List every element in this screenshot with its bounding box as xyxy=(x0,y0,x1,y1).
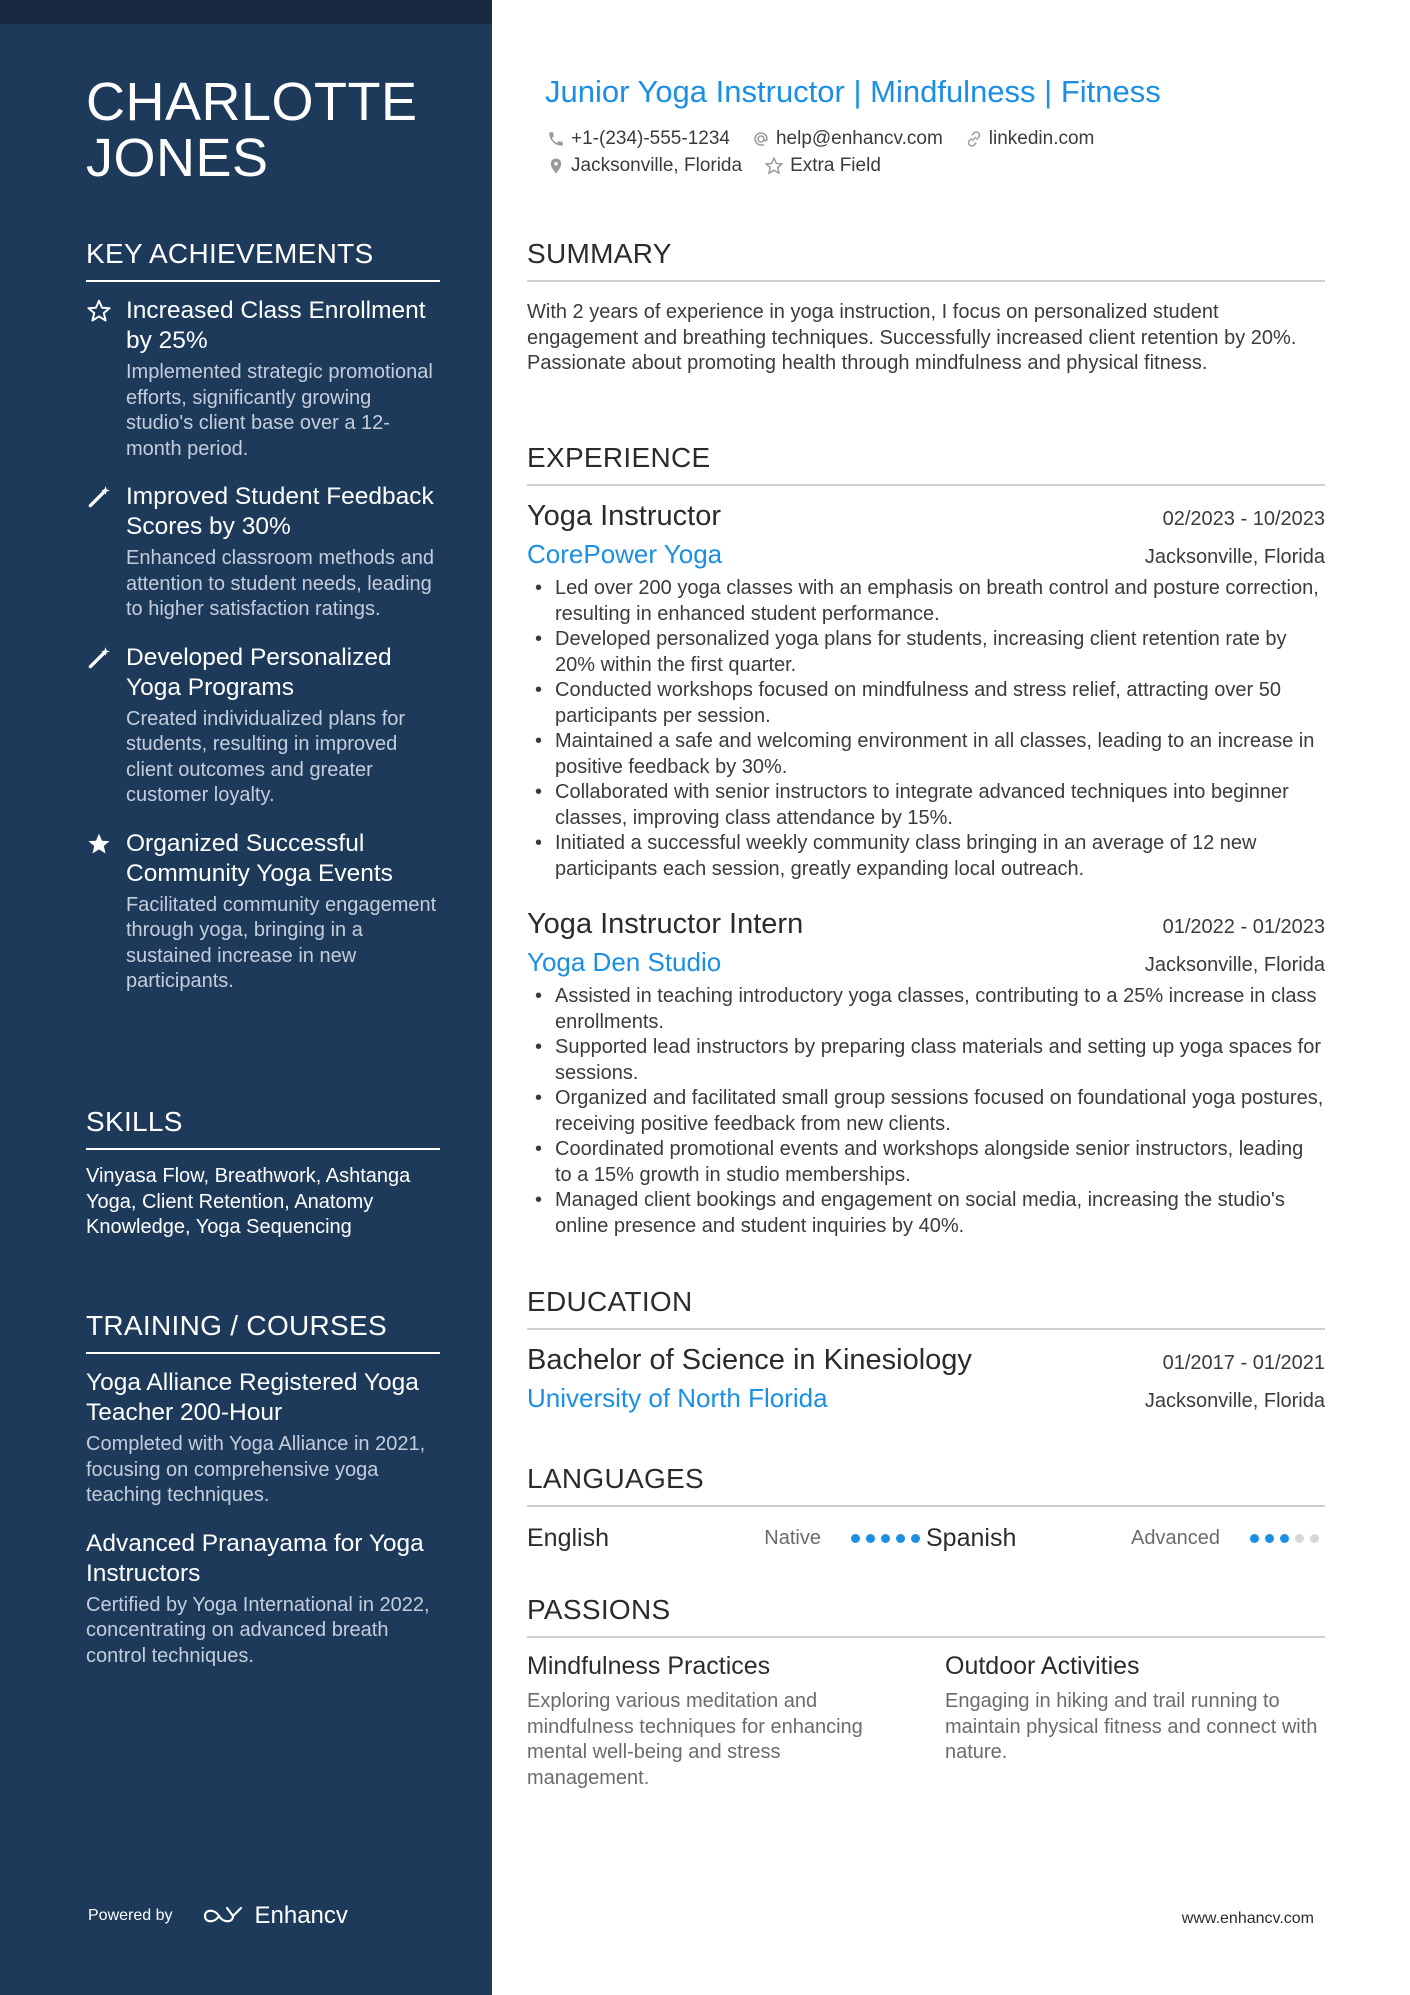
course-title: Yoga Alliance Registered Yoga Teacher 200-Hour xyxy=(86,1369,419,1426)
education-item xyxy=(527,1344,1325,1414)
passion-desc: Engaging in hiking and trail running to maintain physical fitness and connect with nature. xyxy=(945,1690,1318,1763)
contact-location xyxy=(547,155,742,177)
achievement-desc: Facilitated community engagement through yoga, bringing in a sustained increase in new participants. xyxy=(126,893,437,992)
languages-row xyxy=(527,1524,1325,1553)
passion-desc: Exploring various meditation and mindfulness techniques for enhancing mental well-being and stress management. xyxy=(527,1690,863,1789)
job-bullet: • Supported lead instructors by preparing class materials and setting up yoga spaces for sessions. xyxy=(527,1035,1325,1086)
achievement-item xyxy=(86,296,440,462)
location-text: Jacksonville, Florida xyxy=(571,155,743,176)
sidebar xyxy=(0,0,492,1995)
job-bullet: • Assisted in teaching introductory yoga classes, contributing to a 25% increase in class enrollments. xyxy=(527,984,1325,1035)
rating-dot-filled xyxy=(911,1534,920,1543)
job-bullet: • Initiated a successful weekly community class bringing in an average of 12 new participants each session, greatly expanding local outreach. xyxy=(527,831,1325,882)
rating-dot-filled xyxy=(1280,1534,1289,1543)
star-outline-icon xyxy=(764,156,784,176)
at-icon xyxy=(752,130,770,148)
contact-row-1 xyxy=(547,128,1116,150)
achievement-title: Organized Successful Community Yoga Events xyxy=(126,829,393,887)
job-bullets xyxy=(527,576,1325,882)
passion-item xyxy=(945,1652,1325,1766)
passion-title: Mindfulness Practices xyxy=(527,1652,771,1680)
linkedin-text: linkedin.com xyxy=(988,128,1095,149)
job-item xyxy=(527,500,1325,882)
course-desc: Completed with Yoga Alliance in 2021, focusing on comprehensive yoga teaching techniques. xyxy=(86,1433,426,1506)
job-date: 02/2023 - 10/2023 xyxy=(1162,508,1325,530)
job-bullet: • Collaborated with senior instructors to integrate advanced techniques into beginner classes, improving class attendance by 15%. xyxy=(527,780,1325,831)
summary-text: With 2 years of experience in yoga instruction, I focus on personalized student engagement and breathing techniques. Successfully increased client retention by 20%. Passionate about promoting health through mindfulness and physical fitness. xyxy=(527,301,1297,374)
first-name: CHARLOTTE xyxy=(86,72,418,132)
job-bullets xyxy=(527,984,1325,1239)
email-text: help@enhancv.com xyxy=(775,128,943,149)
magic-wand-icon xyxy=(86,484,112,510)
job-bullet: • Organized and facilitated small group sessions focused on foundational yoga postures, receiving positive feedback from new clients. xyxy=(527,1086,1325,1137)
training-title: TRAINING / COURSES xyxy=(86,1310,440,1354)
language-rating xyxy=(851,1534,926,1543)
passion-title: Outdoor Activities xyxy=(945,1652,1140,1680)
last-name: JONES xyxy=(86,128,269,188)
job-bullet: • Coordinated promotional events and workshops alongside senior instructors, leading to a 15% growth in studio memberships. xyxy=(527,1137,1325,1188)
job-bullet: • Led over 200 yoga classes with an emphasis on breath control and posture correction, resulting in enhanced student performance. xyxy=(527,576,1325,627)
rating-dot-filled xyxy=(881,1534,890,1543)
languages-title: LANGUAGES xyxy=(527,1463,1325,1507)
enhancv-logo-icon xyxy=(201,1904,247,1928)
education-location: Jacksonville, Florida xyxy=(1144,1390,1325,1412)
achievement-item xyxy=(86,643,440,809)
education-date: 01/2017 - 01/2021 xyxy=(1162,1352,1325,1374)
rating-dot-filled xyxy=(1250,1534,1259,1543)
skills-list: Vinyasa Flow, Breathwork, Ashtanga Yoga, Client Retention, Anatomy Knowledge, Yoga Sequencing xyxy=(86,1165,411,1238)
phone-text: +1-(234)-555-1234 xyxy=(571,128,730,149)
language-item xyxy=(527,1524,926,1553)
star-filled-icon xyxy=(86,831,112,857)
summary-title: SUMMARY xyxy=(527,238,1325,282)
achievement-desc: Implemented strategic promotional efforts, significantly growing studio's client base over a 12-month period. xyxy=(126,361,433,460)
rating-dot-filled xyxy=(851,1534,860,1543)
skills-section xyxy=(86,1106,440,1241)
passions-title: PASSIONS xyxy=(527,1594,1325,1638)
achievement-title: Improved Student Feedback Scores by 30% xyxy=(126,483,434,540)
skills-title: SKILLS xyxy=(86,1106,440,1150)
achievement-item xyxy=(86,829,440,995)
achievement-title: Increased Class Enrollment by 25% xyxy=(126,297,426,354)
education-title: EDUCATION xyxy=(527,1286,1325,1330)
enhancv-logo[interactable] xyxy=(201,1902,348,1930)
extra-text: Extra Field xyxy=(790,155,881,176)
sidebar-top-bar xyxy=(0,0,492,24)
contact-row-2 xyxy=(547,155,903,177)
job-location: Jacksonville, Florida xyxy=(1144,954,1325,976)
link-icon xyxy=(965,130,983,148)
enhancv-logo-text: Enhancv xyxy=(254,1902,348,1929)
achievement-desc: Created individualized plans for students, resulting in improved client outcomes and greater customer loyalty. xyxy=(126,707,406,806)
achievement-title: Developed Personalized Yoga Programs xyxy=(126,643,392,701)
star-outline-icon xyxy=(86,298,112,324)
course-item xyxy=(86,1529,440,1670)
job-bullet: • Conducted workshops focused on mindfulness and stress relief, attracting over 50 participants per session. xyxy=(527,678,1325,729)
language-level: Native xyxy=(764,1527,821,1549)
magic-wand-icon xyxy=(86,645,112,671)
course-item xyxy=(86,1368,440,1509)
rating-dot-filled xyxy=(896,1534,905,1543)
rating-dot-filled xyxy=(1265,1534,1274,1543)
footer-url[interactable]: www.enhancv.com xyxy=(1181,1910,1314,1927)
passion-item xyxy=(527,1652,907,1791)
rating-dot-empty xyxy=(1295,1534,1304,1543)
course-desc: Certified by Yoga International in 2022, concentrating on advanced breath control techniques. xyxy=(86,1593,430,1667)
job-item xyxy=(527,908,1325,1239)
job-location: Jacksonville, Florida xyxy=(1144,546,1325,568)
headline: Junior Yoga Instructor | Mindfulness | Fitness xyxy=(545,74,1161,109)
powered-by-label: Powered by xyxy=(88,1907,173,1924)
achievement-item xyxy=(86,482,440,623)
candidate-name xyxy=(86,74,418,186)
powered-by xyxy=(88,1902,348,1930)
school[interactable]: University of North Florida xyxy=(527,1383,828,1413)
language-name: Spanish xyxy=(926,1524,1017,1552)
rating-dot-empty xyxy=(1310,1534,1319,1543)
job-company[interactable]: Yoga Den Studio xyxy=(527,947,722,977)
job-title: Yoga Instructor Intern xyxy=(527,908,804,940)
key-achievements-section xyxy=(86,238,440,1015)
language-level: Advanced xyxy=(1131,1527,1220,1549)
job-date: 01/2022 - 01/2023 xyxy=(1162,916,1325,938)
training-section xyxy=(86,1310,440,1689)
achievement-desc: Enhanced classroom methods and attention to student needs, leading to higher satisfaction ratings. xyxy=(126,547,434,620)
job-title: Yoga Instructor xyxy=(527,500,721,532)
degree: Bachelor of Science in Kinesiology xyxy=(527,1344,972,1376)
contact-extra xyxy=(764,155,881,177)
job-bullet: • Maintained a safe and welcoming environment in all classes, leading to an increase in positive feedback by 30%. xyxy=(527,729,1325,780)
language-rating xyxy=(1250,1534,1325,1543)
job-bullet: • Managed client bookings and engagement on social media, increasing the studio's online presence and student inquiries by 40%. xyxy=(527,1188,1325,1239)
job-bullet: • Developed personalized yoga plans for students, increasing client retention rate by 20% within the first quarter. xyxy=(527,627,1325,678)
phone-icon xyxy=(547,130,565,148)
job-company[interactable]: CorePower Yoga xyxy=(527,539,723,569)
location-pin-icon xyxy=(547,157,565,175)
language-name: English xyxy=(527,1524,609,1552)
rating-dot-filled xyxy=(866,1534,875,1543)
contact-email[interactable] xyxy=(752,128,943,150)
contact-linkedin[interactable] xyxy=(965,128,1095,150)
language-item xyxy=(926,1524,1325,1553)
course-title: Advanced Pranayama for Yoga Instructors xyxy=(86,1529,424,1587)
experience-title: EXPERIENCE xyxy=(527,442,1325,486)
contact-phone[interactable] xyxy=(547,128,730,150)
key-achievements-title: KEY ACHIEVEMENTS xyxy=(86,238,440,282)
